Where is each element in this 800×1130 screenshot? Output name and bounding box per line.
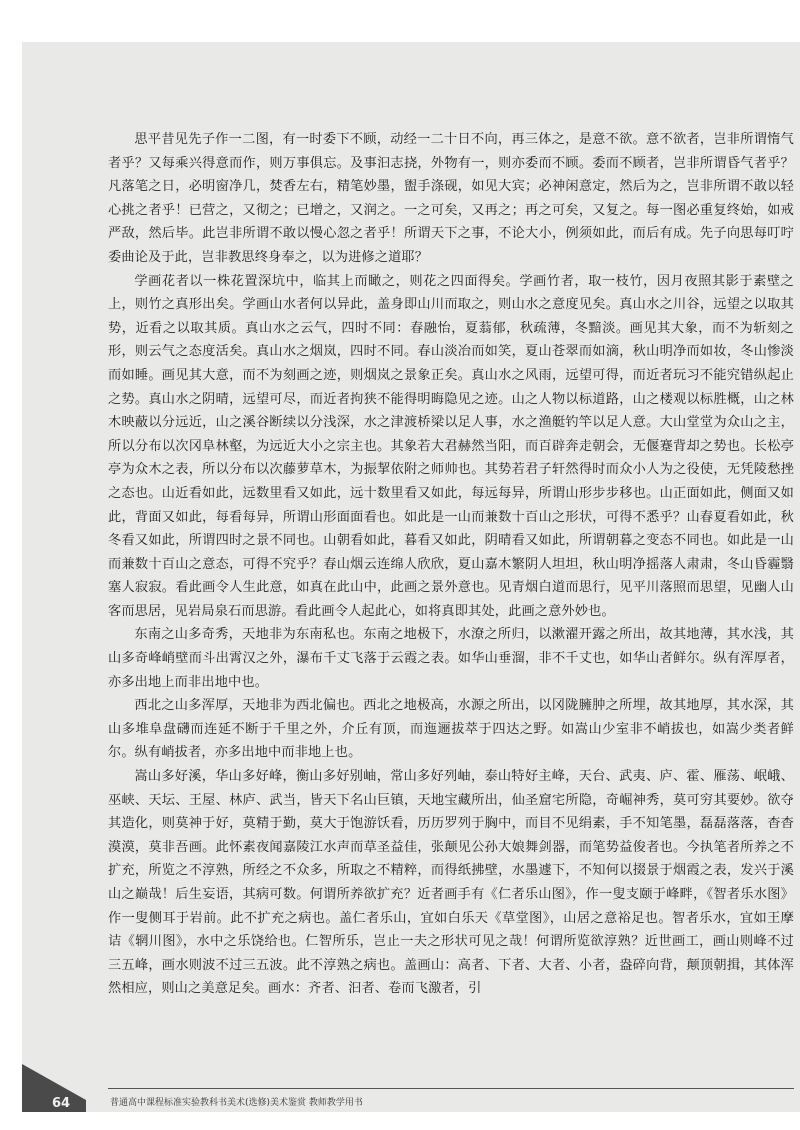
footer-divider: [108, 1088, 794, 1089]
paragraph-3: 东南之山多奇秀，天地非为东南私也。东南之地极下，水潦之所归，以漱濯开露之所出，故其地薄，其水浅，其山多奇峰峭壁而斗出霄汉之外，瀑布千丈飞落于云霞之表。如华山垂溜，非不千丈也，如华山者鲜尔。纵有浑厚者，亦多出地上而非出地中也。: [108, 627, 794, 690]
document-page: [22, 42, 800, 1112]
paragraph-5: 嵩山多好溪，华山多好峰，衡山多好别岫，常山多好列岫，泰山特好主峰，天台、武夷、庐、霍、雁荡、岷峨、巫峡、天坛、王屋、林庐、武当，皆天下名山巨镇，天地宝藏所出，仙圣窟宅所隐，奇崛神秀，莫可穷其要妙。欲夺其造化，则莫神于好，莫精于勤，莫大于饱游饫看，历历罗列于胸中，而目不见绢素，手不知笔墨，磊磊落落，杳杳漠漠，莫非吾画。此怀素夜闻嘉陵江水声而草圣益佳，张颠见公孙大娘舞剑器，而笔势益俊者也。今执笔者所养之不扩充，所览之不淳熟，所经之不众多，所取之不精粹，而得纸拂壁，水墨遽下，不知何以掇景于烟霞之表，发兴于溪山之巅哉！后生妄语，其病可数。何谓所养欲扩充？近者画手有《仁者乐山图》，作一叟支颐于峰畔，《智者乐水图》作一叟侧耳于岩前。此不扩充之病也。盖仁者乐山，宜如白乐天《草堂图》，山居之意裕足也。智者乐水，宜如王摩诘《辋川图》，水中之乐饶给也。仁智所乐，岂止一夫之形状可见之哉！何谓所览欲淳熟？近世画工，画山则峰不过三五峰，画水则波不过三五波。此不淳熟之病也。盖画山：高者、下者、大者、小者，盎碎向背，颠顶朝揖，其体浑然相应，则山之美意足矣。画水：齐者、汩者、卷而飞激者，引: [108, 769, 794, 997]
paragraph-1: 思平昔见先子作一二图，有一时委下不顾，动经一二十日不向，再三体之，是意不欲。意不欲者，岂非所谓惰气者乎？又每乘兴得意而作，则万事俱忘。及事汩志挠，外物有一，则亦委而不顾。委而不顾者，岂非所谓昏气者乎？凡落笔之日，必明窗净几，焚香左右，精笔妙墨，盥手涤砚，如见大宾；必神闲意定，然后为之，岂非所谓不敢以轻心挑之者乎！已营之，又彻之；已增之，又润之。一之可矣，又再之；再之可矣，又复之。每一图必重复终始，如戒严敌，然后毕。此岂非所谓不敢以慢心忽之者乎！所谓天下之事，不论大小，例须如此，而后有成。先子向思每叮咛委曲论及于此，岂非教思终身奉之，以为进修之道耶？: [108, 132, 794, 265]
body-text: [108, 128, 794, 1001]
paragraph-2: 学画花者以一株花置深坑中，临其上而瞰之，则花之四面得矣。学画竹者，取一枝竹，因月夜照其影于素壁之上，则竹之真形出矣。学画山水者何以异此，盖身即山川而取之，则山水之意度见矣。真山水之川谷，远望之以取其势，近看之以取其质。真山水之云气，四时不同：春融怡，夏蓊郁，秋疏薄，冬黯淡。画见其大象，而不为斩刻之形，则云气之态度活矣。真山水之烟岚，四时不同。春山淡冶而如笑，夏山苍翠而如滴，秋山明净而如妆，冬山惨淡而如睡。画见其大意，而不为刻画之迹，则烟岚之景象正矣。真山水之风雨，远望可得，而近者玩习不能究错纵起止之势。真山水之阴晴，远望可尽，而近者拘狭不能得明晦隐见之迹。山之人物以标道路，山之楼观以标胜概，山之林木映蔽以分远近，山之溪谷断续以分浅深，水之津渡桥梁以足人事，水之渔艇钓竿以足人意。大山堂堂为众山之主，所以分布以次冈阜林壑，为远近大小之宗主也。其象若大君赫然当阳，而百辟奔走朝会，无偃蹇背却之势也。长松亭亭为众木之表，所以分布以次藤萝草木，为振挈依附之师帅也。其势若君子轩然得时而众小人为之役使，无凭陵愁挫之态也。山近看如此，远数里看又如此，远十数里看又如此，每远每异，所谓山形步步移也。山正面如此，侧面又如此，背面又如此，每看每异，所谓山形面面看也。如此是一山而兼数十百山之形状，可得不悉乎？山春夏看如此，秋冬看又如此，所谓四时之景不同也。山朝看如此，暮看又如此，阴晴看又如此，所谓朝暮之变态不同也。如此是一山而兼数十百山之意态，可得不究乎？春山烟云连绵人欣欣，夏山嘉木繁阴人坦坦，秋山明净摇落人肃肃，冬山昏霾翳塞人寂寂。看此画令人生此意，如真在此山中，此画之景外意也。见青烟白道而思行，见平川落照而思望，见幽人山客而思居，见岩局泉石而思游。看此画令人起此心，如将真即其处，此画之意外妙也。: [108, 273, 794, 619]
page-number: 64: [52, 1096, 71, 1111]
footer-book-title: 普通高中课程标准实验教科书美术(选修)美术鉴赏 教师教学用书: [110, 1098, 363, 1108]
paragraph-4: 西北之山多浑厚，天地非为西北偏也。西北之地极高，水源之所出，以冈陇臃肿之所埋，故其地厚，其水深，其山多堆阜盘礴而连延不断于千里之外，介丘有顶，而迤逦拔萃于四达之野。如嵩山少室非不峭拔也，如嵩少类者鲜尔。纵有峭拔者，亦多出地中而非地上也。: [108, 698, 794, 761]
